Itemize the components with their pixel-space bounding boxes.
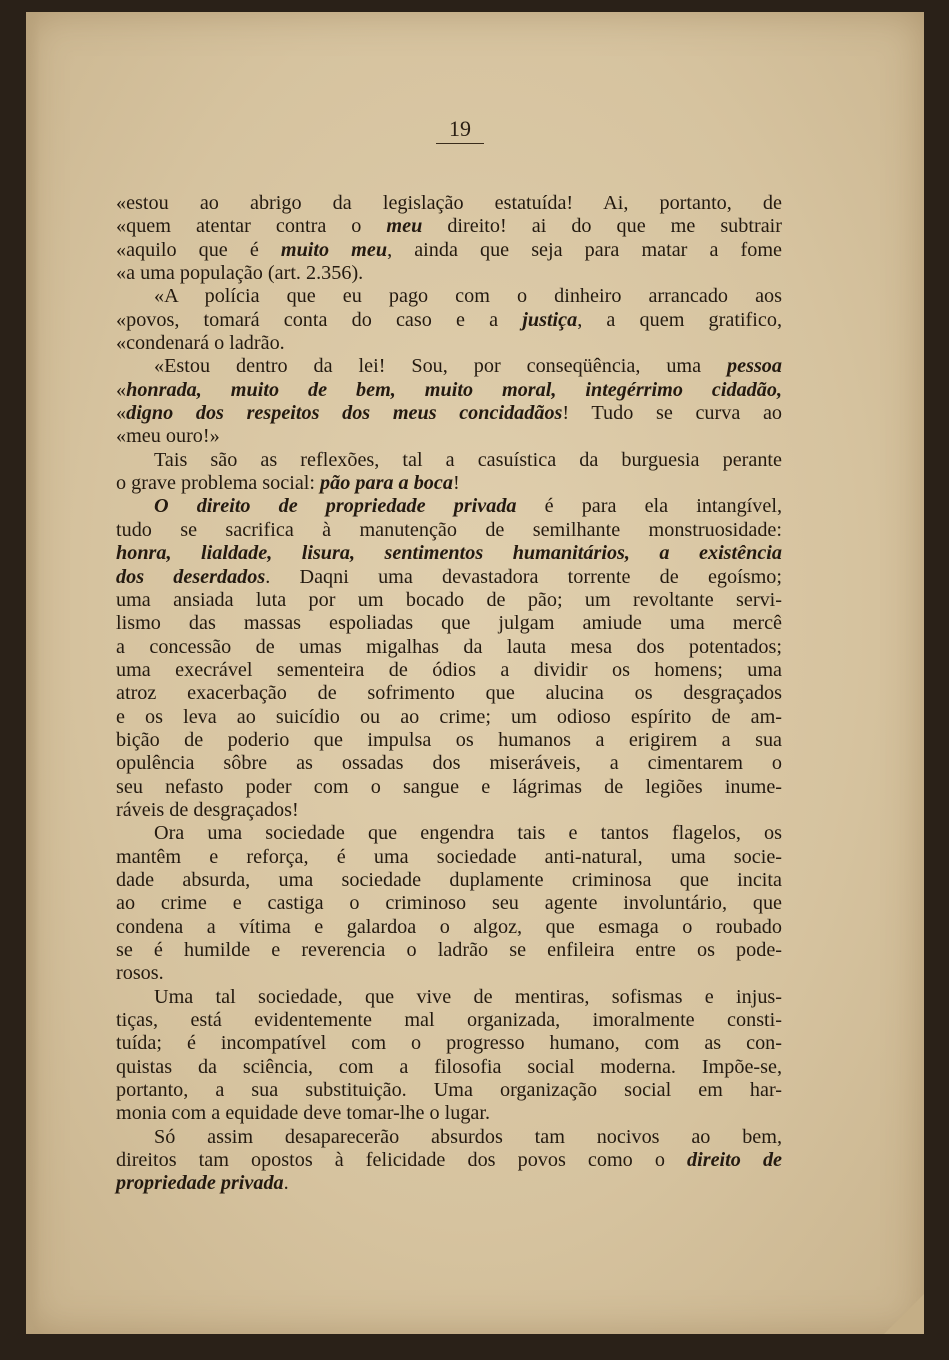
text-line	[116, 542, 782, 565]
text-segment: .	[283, 1172, 289, 1195]
italic-text: digno dos respeitos dos meus concidadãos	[126, 402, 563, 425]
text-line	[116, 729, 782, 752]
text-line	[116, 425, 782, 448]
text-line	[116, 986, 782, 1009]
text-segment: uma execrável sementeira de ódios a dividir os homens; uma	[116, 658, 782, 681]
text-segment: uma ansiada luta por um bocado de pão; um revoltante servi-	[116, 588, 782, 611]
text-segment: «a uma população (art. 2.356).	[116, 262, 364, 285]
text-segment: dade absurda, uma sociedade duplamente criminosa que incita	[116, 868, 782, 891]
text-segment: o grave problema social:	[116, 472, 321, 495]
italic-text: meu	[386, 215, 423, 238]
text-segment: atroz exacerbação de sofrimento que alucina os desgraçados	[116, 682, 782, 705]
text-line	[116, 612, 782, 635]
text-segment: é para ela intangível,	[516, 495, 782, 518]
book-page	[26, 12, 924, 1334]
text-segment: quistas da sciência, com a filosofia social moderna. Impõe-se,	[116, 1055, 782, 1078]
text-line	[116, 892, 782, 915]
text-line	[116, 449, 782, 472]
text-line	[116, 589, 782, 612]
text-segment: e os leva ao suicídio ou ao crime; um odioso espírito de am-	[116, 705, 782, 728]
text-segment: condena a vítima e galardoa o algoz, que esmaga o roubado	[116, 915, 782, 938]
italic-text: honrada, muito de bem, muito moral, integérrimo cidadão,	[126, 378, 782, 401]
text-segment: seu nefasto poder com o sangue e lágrimas de legiões inume-	[116, 775, 782, 798]
text-segment: opulência sôbre as ossadas dos miseráveis, a cimentarem o	[116, 752, 782, 775]
text-segment: ráveis de desgraçados!	[116, 798, 299, 821]
text-line	[116, 776, 782, 799]
italic-text: muito meu	[280, 238, 388, 261]
page-corner	[884, 1294, 924, 1334]
text-segment: Uma tal sociedade, que vive de mentiras, sofismas e injus-	[154, 985, 782, 1008]
text-line	[116, 916, 782, 939]
text-segment: lismo das massas espoliadas que julgam amiude uma mercê	[116, 612, 782, 635]
text-line	[116, 192, 782, 215]
text-line	[116, 519, 782, 542]
text-line	[116, 846, 782, 869]
page-number: 19	[436, 116, 484, 144]
text-line	[116, 355, 782, 378]
text-segment: «Estou dentro da lei! Sou, por conseqüência, uma	[154, 355, 728, 378]
text-segment: portanto, a sua substituição. Uma organização social em har-	[116, 1079, 782, 1102]
text-line	[116, 1032, 782, 1055]
text-segment: tudo se sacrifica à manutenção de semilhante monstruosidade:	[116, 518, 782, 541]
text-segment: «quem atentar contra o	[116, 215, 387, 238]
italic-text: pessoa	[727, 355, 782, 378]
italic-text: dos deserdados	[116, 565, 266, 588]
text-segment: , a quem gratifico,	[577, 308, 782, 331]
text-line	[116, 1172, 782, 1195]
text-segment: , ainda que seja para matar a fome	[387, 238, 782, 261]
text-line	[116, 285, 782, 308]
text-line	[116, 1126, 782, 1149]
text-segment: Ora uma sociedade que engendra tais e tantos flagelos, os	[154, 822, 782, 845]
text-line	[116, 472, 782, 495]
text-segment: monia com a equidade deve tomar-lhe o lugar.	[116, 1102, 491, 1125]
text-segment: bição de poderio que impulsa os humanos a erigirem a sua	[116, 728, 782, 751]
text-segment: rosos.	[116, 962, 164, 985]
italic-text: propriedade privada	[116, 1172, 284, 1195]
text-line	[116, 566, 782, 589]
text-segment: !	[452, 472, 460, 495]
text-segment: «	[116, 378, 127, 401]
text-line	[116, 215, 782, 238]
text-segment: «meu ouro!»	[116, 425, 220, 448]
text-segment: «aquilo que é	[116, 238, 281, 261]
italic-text: honra, lialdade, lisura, sentimentos humanitários, a existência	[116, 542, 782, 565]
text-line	[116, 869, 782, 892]
page-spine-shadow	[26, 12, 40, 1334]
text-line	[116, 822, 782, 845]
italic-text: pão para a boca	[320, 472, 453, 495]
text-line	[116, 706, 782, 729]
text-line	[116, 239, 782, 262]
text-line	[116, 1009, 782, 1032]
text-segment: Só assim desaparecerão absurdos tam nocivos ao bem,	[154, 1125, 782, 1148]
text-line	[116, 939, 782, 962]
text-line	[116, 962, 782, 985]
text-segment: direito! ai do que me subtrair	[422, 215, 782, 238]
text-segment: «A polícia que eu pago com o dinheiro arrancado aos	[154, 285, 782, 308]
italic-text: justiça	[522, 308, 578, 331]
text-segment: tiças, está evidentemente mal organizada, imoralmente consti-	[116, 1009, 782, 1032]
italic-text: direito de	[687, 1149, 782, 1172]
text-line	[116, 262, 782, 285]
text-segment: . Daqni uma devastadora torrente de egoísmo;	[265, 565, 782, 588]
text-line	[116, 402, 782, 425]
text-segment: «	[116, 402, 127, 425]
text-segment: a concessão de umas migalhas da lauta mesa dos potentados;	[116, 635, 782, 658]
body-text	[116, 192, 782, 1196]
italic-text: O direito de propriedade privada	[154, 495, 517, 518]
text-line	[116, 1149, 782, 1172]
text-line	[116, 659, 782, 682]
text-line	[116, 309, 782, 332]
text-segment: direitos tam opostos à felicidade dos povos como o	[116, 1149, 688, 1172]
text-segment: ! Tudo se curva ao	[562, 402, 782, 425]
text-segment: se é humilde e reverencia o ladrão se enfileira entre os pode-	[116, 939, 782, 961]
text-segment: mantêm e reforça, é uma sociedade anti-natural, uma socie-	[116, 845, 782, 868]
text-segment: «estou ao abrigo da legislação estatuída! Ai, portanto, de	[116, 192, 782, 214]
text-line	[116, 495, 782, 518]
text-line	[116, 1056, 782, 1079]
text-segment: Tais são as reflexões, tal a casuística da burguesia perante	[154, 448, 782, 471]
text-segment: «condenará o ladrão.	[116, 332, 285, 355]
text-segment: ao crime e castiga o criminoso seu agente involuntário, que	[116, 892, 782, 915]
text-line	[116, 636, 782, 659]
text-line	[116, 799, 782, 822]
text-line	[116, 1102, 782, 1125]
text-line	[116, 1079, 782, 1102]
text-line	[116, 379, 782, 402]
text-line	[116, 332, 782, 355]
text-line	[116, 682, 782, 705]
text-segment: tuída; é incompatível com o progresso humano, com as con-	[116, 1032, 782, 1055]
text-segment: «povos, tomará conta do caso e a	[116, 308, 523, 331]
text-line	[116, 752, 782, 775]
